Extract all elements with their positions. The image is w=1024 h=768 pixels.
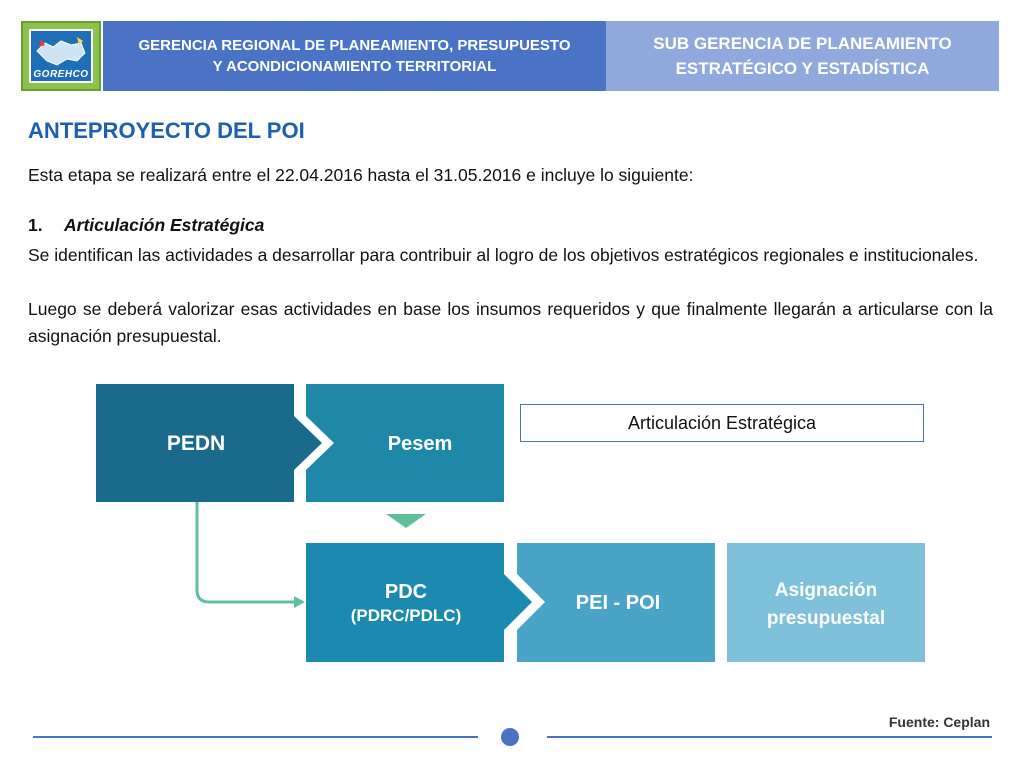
diagram-caption: Articulación Estratégica (627, 412, 817, 433)
source-credit: Fuente: Ceplan (888, 714, 990, 730)
label-pei-poi: PEI - POI (575, 592, 661, 614)
list-number: 1. (28, 215, 43, 235)
header-main-line2: Y ACONDICIONAMIENTO TERRITORIAL (212, 58, 497, 75)
page-title: ANTEPROYECTO DEL POI (28, 118, 305, 143)
header-sub-line2: ESTRATÉGICO Y ESTADÍSTICA (675, 59, 930, 78)
header-sub-line1: SUB GERENCIA DE PLANEAMIENTO (653, 34, 952, 53)
label-pdc-line1: PDC (384, 581, 428, 603)
paragraph-1: Se identifican las actividades a desarrollar para contribuir al logro de los objetivos estratégicos regionales e institucionales. (28, 245, 979, 265)
label-asignacion-line2: presupuestal (766, 608, 886, 629)
label-pdc-line2: (PDRC/PDLC) (350, 606, 462, 625)
label-pesem: Pesem (387, 433, 453, 455)
down-arrow-icon (386, 514, 426, 528)
paragraph-2: Luego se deberá valorizar esas actividades en base los insumos requeridos y que finalmente llegarán a articularse con la asignación presupuestal. (28, 299, 993, 346)
header-main-line1: GERENCIA REGIONAL DE PLANEAMIENTO, PRESUPUESTO (138, 37, 571, 54)
footer-line-left (33, 736, 478, 738)
label-pedn: PEDN (166, 432, 226, 455)
diagram-caption-box (520, 404, 924, 442)
connector-pedn-pdc (197, 502, 296, 602)
label-asignacion-line1: Asignación (774, 580, 878, 601)
connector-arrowhead-icon (294, 596, 305, 608)
footer-dot (501, 728, 519, 746)
footer-line-right (547, 736, 992, 738)
list-item-label: Articulación Estratégica (64, 215, 265, 235)
node-asignacion (727, 543, 925, 662)
logo-text: GOREHCO (33, 69, 89, 80)
intro-text: Esta etapa se realizará entre el 22.04.2016 hasta el 31.05.2016 e incluye lo siguiente: (28, 165, 694, 185)
